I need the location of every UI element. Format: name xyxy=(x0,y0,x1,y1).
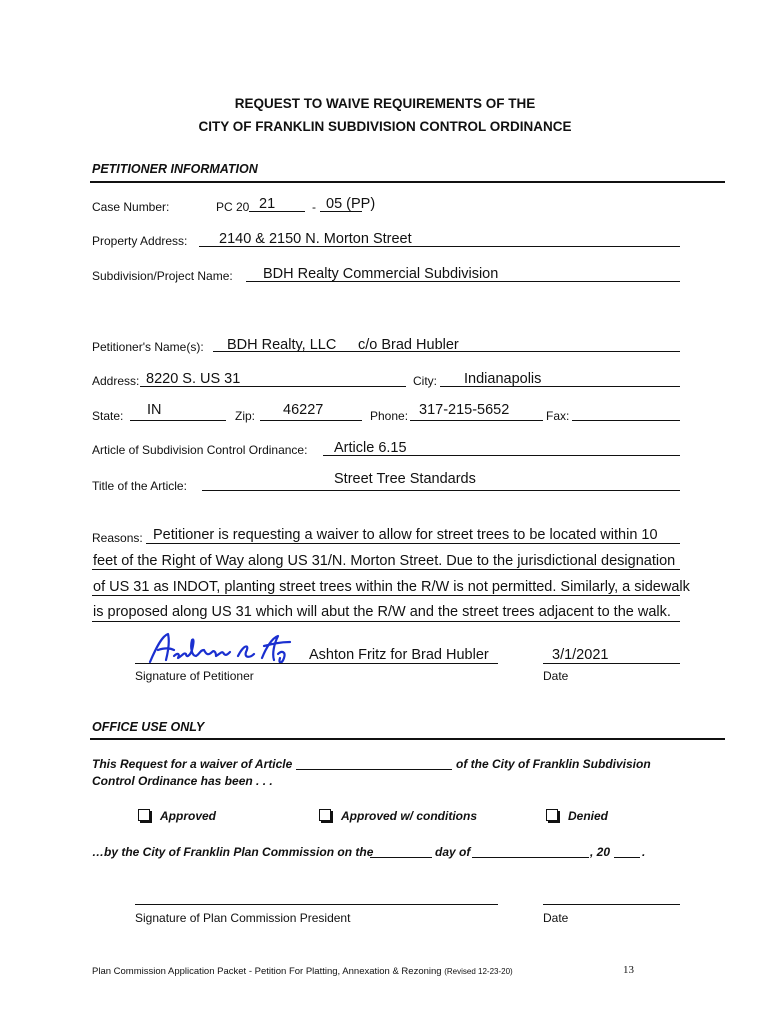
petitioner-signature-image xyxy=(146,628,294,668)
page-number: 13 xyxy=(623,964,634,976)
city-field[interactable]: Indianapolis xyxy=(464,371,542,387)
property-label: Property Address: xyxy=(92,234,188,248)
phone-label: Phone: xyxy=(370,409,409,423)
zip-field[interactable]: 46227 xyxy=(283,402,324,418)
article-title-line xyxy=(202,490,680,491)
case-label: Case Number: xyxy=(92,200,170,214)
fax-line xyxy=(572,420,680,421)
petitioner-name-field[interactable]: BDH Realty, LLC xyxy=(227,337,337,353)
by-month-line[interactable] xyxy=(472,857,589,858)
city-label: City: xyxy=(413,374,437,388)
title-line-1: REQUEST TO WAIVE REQUIREMENTS OF THE xyxy=(234,96,536,111)
reason-text-2[interactable]: feet of the Right of Way along US 31/N. Morton Street. Due to the jurisdictional designation xyxy=(93,553,676,569)
footer-revised: (Revised 12-23-20) xyxy=(444,967,513,976)
case-number-field[interactable]: 05 (PP) xyxy=(326,196,376,212)
case-year-line xyxy=(249,211,305,212)
by-year-line[interactable] xyxy=(614,857,640,858)
checkbox-icon[interactable] xyxy=(319,809,331,821)
names-label: Petitioner's Name(s): xyxy=(92,340,204,354)
date-label: Date xyxy=(543,669,569,683)
reasons-label: Reasons: xyxy=(92,531,143,545)
case-dash: - xyxy=(312,200,316,214)
article-label: Article of Subdivision Control Ordinance: xyxy=(92,443,308,457)
phone-line xyxy=(410,420,543,421)
property-address-field[interactable]: 2140 & 2150 N. Morton Street xyxy=(219,231,412,247)
subdivision-field[interactable]: BDH Realty Commercial Subdivision xyxy=(263,266,499,282)
office-rule xyxy=(90,738,725,740)
case-year-field[interactable]: 21 xyxy=(259,196,276,212)
article-title-field[interactable]: Street Tree Standards xyxy=(334,471,476,487)
petitioner-name-field-2[interactable]: c/o Brad Hubler xyxy=(358,337,459,353)
denied-label: Denied xyxy=(568,809,609,823)
reason-text-1[interactable]: Petitioner is requesting a waiver to allow for street trees to be located within 10 xyxy=(153,527,658,543)
date-line xyxy=(543,663,680,664)
option-approved[interactable] xyxy=(138,809,216,823)
reasons-line-2 xyxy=(92,569,680,570)
date-field[interactable]: 3/1/2021 xyxy=(552,647,609,663)
state-line xyxy=(130,420,226,421)
approved-label: Approved xyxy=(160,809,217,823)
checkbox-icon[interactable] xyxy=(138,809,150,821)
reasons-line-3 xyxy=(92,595,680,596)
reason-text-4[interactable]: is proposed along US 31 which will abut the R/W and the street trees adjacent to the walk. xyxy=(93,604,671,620)
office-date-label: Date xyxy=(543,911,569,925)
by-text-a: …by the City of Franklin Plan Commission on the xyxy=(92,845,374,859)
petitioner-rule xyxy=(90,181,725,183)
reasons-line-1 xyxy=(146,543,680,544)
article-title-label: Title of the Article: xyxy=(92,479,187,493)
reason-text-3[interactable]: of US 31 as INDOT, planting street trees within the R/W is not permitted. Similarly, a sidewalk xyxy=(93,579,690,595)
request-text-b: of the City of Franklin Subdivision xyxy=(456,757,651,771)
subdivision-label: Subdivision/Project Name: xyxy=(92,269,233,283)
checkbox-icon[interactable] xyxy=(546,809,558,821)
request-article-line[interactable] xyxy=(296,769,452,770)
signature-name[interactable]: Ashton Fritz for Brad Hubler xyxy=(309,647,489,663)
address-label: Address: xyxy=(92,374,140,388)
by-text-d: . xyxy=(642,845,646,859)
address-field[interactable]: 8220 S. US 31 xyxy=(146,371,241,387)
president-signature-line[interactable] xyxy=(135,904,498,905)
fax-label: Fax: xyxy=(546,409,570,423)
request-text-a: This Request for a waiver of Article xyxy=(92,757,293,771)
title-line-2: CITY OF FRANKLIN SUBDIVISION CONTROL ORDINANCE xyxy=(198,119,572,134)
petitioner-heading: PETITIONER INFORMATION xyxy=(92,162,258,176)
conditions-label: Approved w/ conditions xyxy=(341,809,478,823)
option-approved-conditions[interactable] xyxy=(319,809,477,823)
signature-line xyxy=(135,663,498,664)
phone-field[interactable]: 317-215-5652 xyxy=(419,402,510,418)
office-heading: OFFICE USE ONLY xyxy=(92,720,205,734)
footer-text xyxy=(92,966,513,977)
president-label: Signature of Plan Commission President xyxy=(135,911,351,925)
zip-line xyxy=(260,420,362,421)
article-field[interactable]: Article 6.15 xyxy=(334,440,407,456)
signature-label: Signature of Petitioner xyxy=(135,669,254,683)
by-text-b: day of xyxy=(435,845,471,859)
state-field[interactable]: IN xyxy=(147,402,162,418)
footer-main: Plan Commission Application Packet - Petition For Platting, Annexation & Rezoning xyxy=(92,966,442,977)
request-text-c: Control Ordinance has been . . . xyxy=(92,774,273,788)
office-date-line[interactable] xyxy=(543,904,680,905)
reasons-line-4 xyxy=(92,621,680,622)
zip-label: Zip: xyxy=(235,409,256,423)
case-prefix: PC 20 xyxy=(216,200,250,214)
by-date-line[interactable] xyxy=(370,857,432,858)
option-denied[interactable] xyxy=(546,809,608,823)
state-label: State: xyxy=(92,409,124,423)
by-text-c: , 20 xyxy=(590,845,611,859)
